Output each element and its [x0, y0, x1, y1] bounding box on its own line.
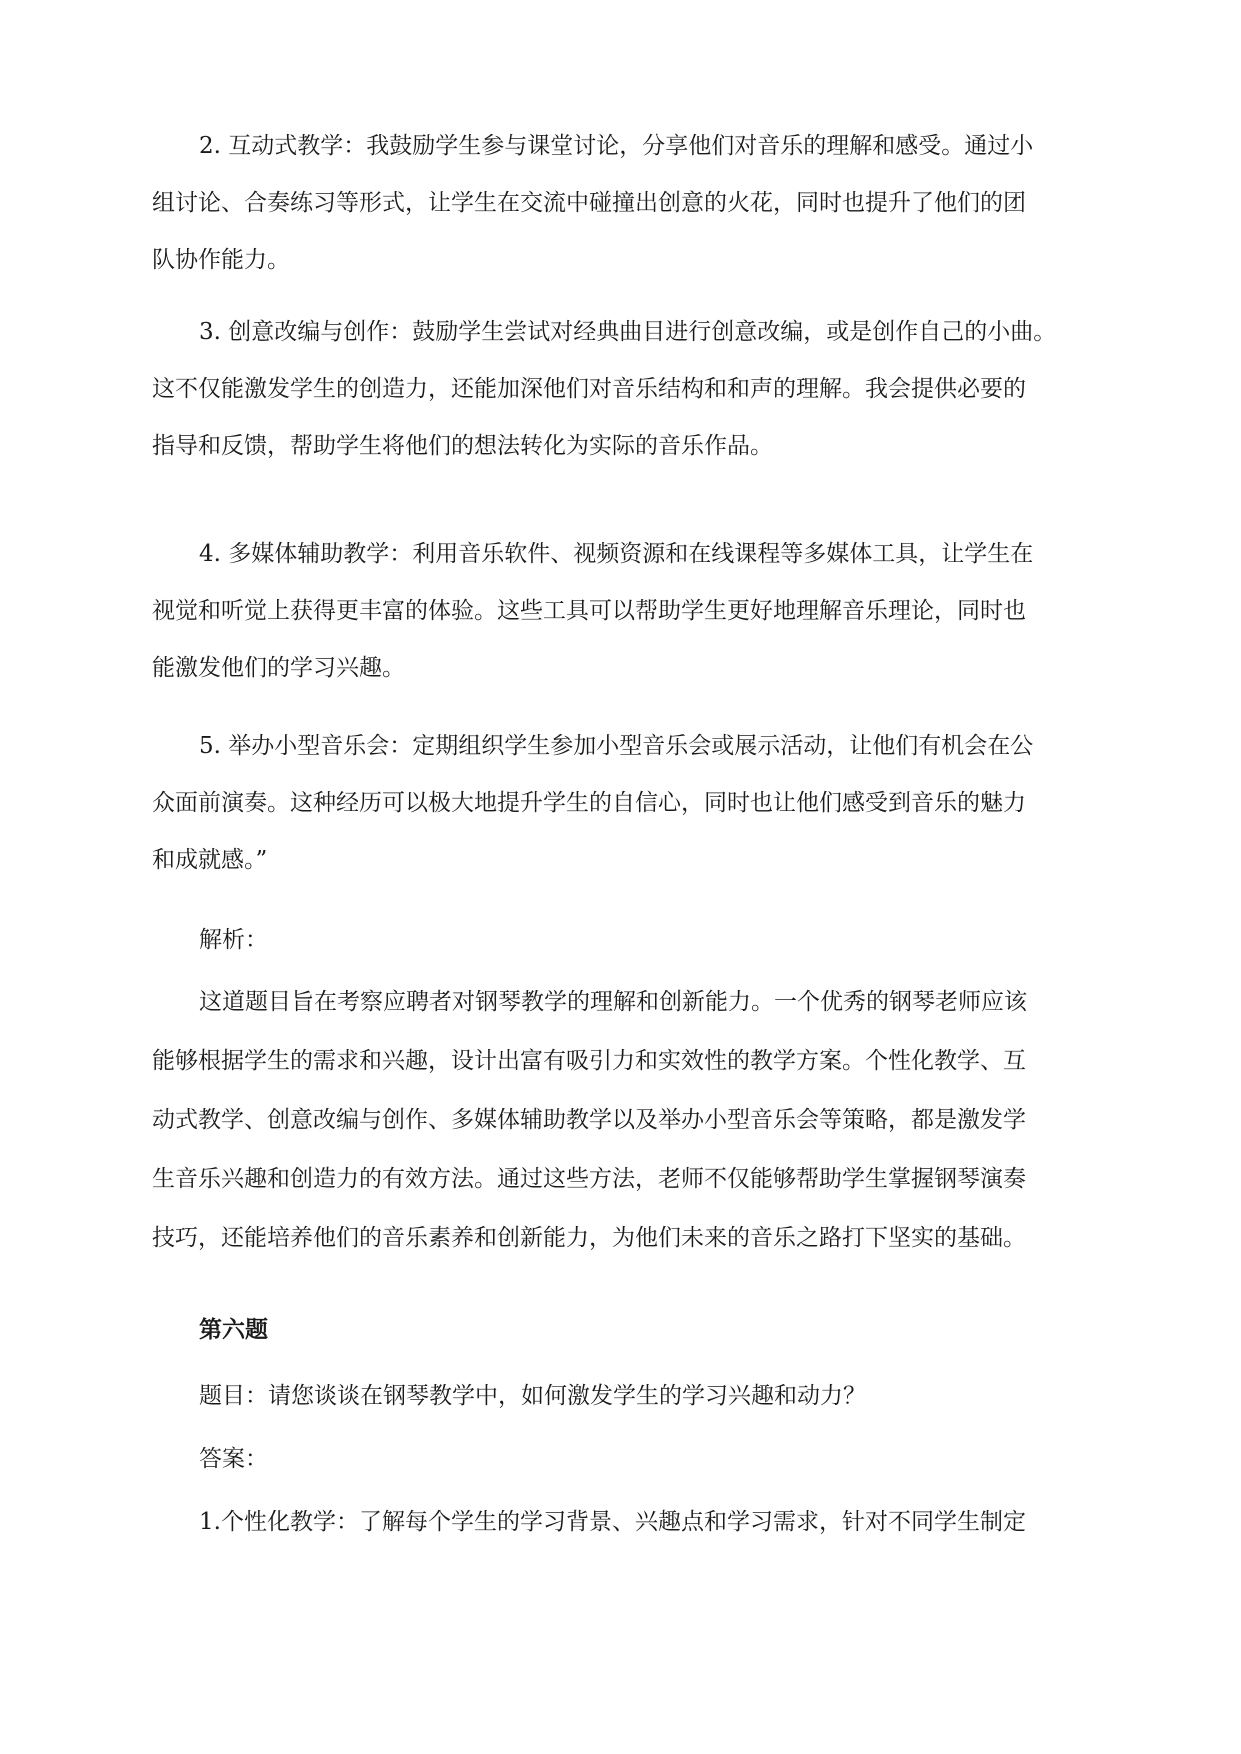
question-prompt: 题目：请您谈谈在钢琴教学中，如何激发学生的学习兴趣和动力？	[199, 1383, 866, 1409]
paragraph-line: 2. 互动式教学：我鼓励学生参与课堂讨论，分享他们对音乐的理解和感受。通过小	[199, 133, 1034, 159]
paragraph-line: 动式教学、创意改编与创作、多媒体辅助教学以及举办小型音乐会等策略，都是激发学	[152, 1107, 1026, 1133]
paragraph-line: 视觉和听觉上获得更丰富的体验。这些工具可以帮助学生更好地理解音乐理论，同时也	[152, 598, 1026, 624]
paragraph-line: 队协作能力。	[152, 247, 290, 273]
paragraph-line: 这不仅能激发学生的创造力，还能加深他们对音乐结构和和声的理解。我会提供必要的	[152, 376, 1026, 402]
paragraph-line: 生音乐兴趣和创造力的有效方法。通过这些方法，老师不仅能够帮助学生掌握钢琴演奏	[152, 1166, 1026, 1192]
paragraph-line: 技巧，还能培养他们的音乐素养和创新能力，为他们未来的音乐之路打下坚实的基础。	[152, 1225, 1026, 1251]
paragraph-line: 组讨论、合奏练习等形式，让学生在交流中碰撞出创意的火花，同时也提升了他们的团	[152, 190, 1026, 216]
paragraph-line: 众面前演奏。这种经历可以极大地提升学生的自信心，同时也让他们感受到音乐的魅力	[152, 790, 1026, 816]
paragraph-line: 3. 创意改编与创作：鼓励学生尝试对经典曲目进行创意改编，或是创作自己的小曲。	[199, 319, 1057, 345]
paragraph-line: 指导和反馈，帮助学生将他们的想法转化为实际的音乐作品。	[152, 433, 773, 459]
question-heading: 第六题	[199, 1316, 268, 1343]
paragraph-line: 和成就感。”	[152, 847, 268, 873]
paragraph-line: 5. 举办小型音乐会：定期组织学生参加小型音乐会或展示活动，让他们有机会在公	[199, 733, 1034, 759]
analysis-label: 解析：	[199, 927, 268, 953]
answer-label: 答案：	[199, 1446, 268, 1472]
paragraph-line: 4. 多媒体辅助教学：利用音乐软件、视频资源和在线课程等多媒体工具，让学生在	[199, 541, 1034, 567]
answer-item-1: 1.个性化教学：了解每个学生的学习背景、兴趣点和学习需求，针对不同学生制定	[199, 1509, 1026, 1535]
paragraph-line: 能激发他们的学习兴趣。	[152, 655, 405, 681]
paragraph-line: 这道题目旨在考察应聘者对钢琴教学的理解和创新能力。一个优秀的钢琴老师应该	[199, 989, 1027, 1015]
paragraph-line: 能够根据学生的需求和兴趣，设计出富有吸引力和实效性的教学方案。个性化教学、互	[152, 1048, 1026, 1074]
